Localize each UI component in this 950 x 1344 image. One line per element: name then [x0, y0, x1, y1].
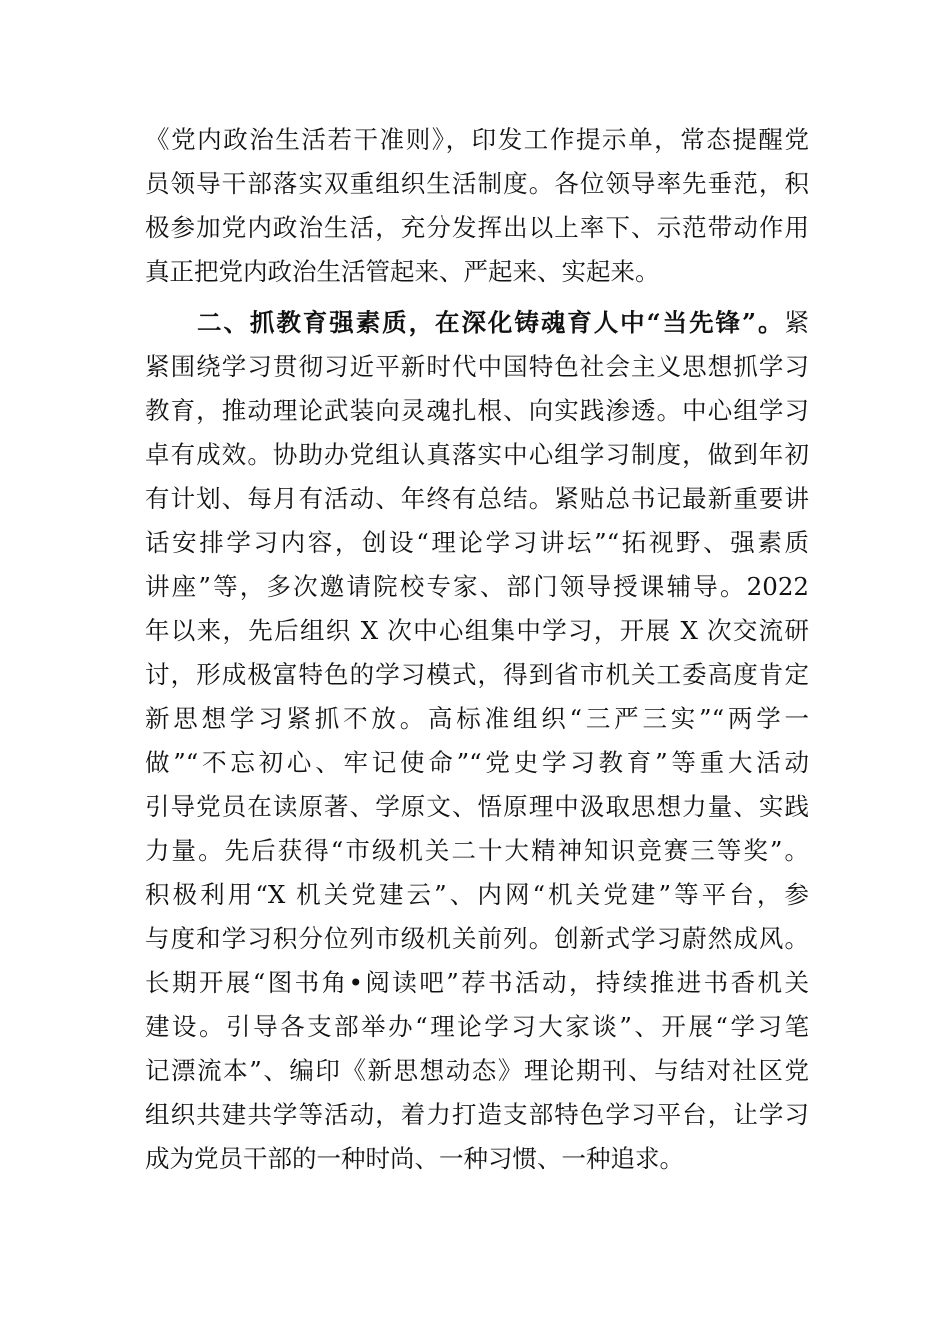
paragraph-line: 教育，推动理论武装向灵魂扎根、向实践渗透。中心组学习 [145, 396, 809, 425]
paragraph-line: 力量。先后获得“市级机关二十大精神知识竞赛三等奖”。 [145, 836, 809, 865]
paragraph-line: 《党内政治生活若干准则》，印发工作提示单，常态提醒党 [145, 125, 809, 154]
paragraph-line: 引导党员在读原著、学原文、悟原理中汲取思想力量、实践 [145, 792, 809, 821]
paragraph-line: 记漂流本”、编印《新思想动态》理论期刊、与结对社区党 [145, 1056, 809, 1085]
paragraph-line: 讨，形成极富特色的学习模式，得到省市机关工委高度肯定 [145, 660, 809, 689]
paragraph-line: 真正把党内政治生活管起来、严起来、实起来。 [145, 257, 660, 286]
paragraph-line: 极参加党内政治生活，充分发挥出以上率下、示范带动作用 [145, 213, 809, 242]
paragraph-first-line [145, 301, 809, 345]
paragraph-line: 组织共建共学等活动，着力打造支部特色学习平台，让学习 [145, 1100, 809, 1129]
paragraph-education-quality [145, 301, 809, 1181]
paragraph-party-political-life [145, 118, 809, 294]
paragraph-line: 做”“不忘初心、牢记使命”“党史学习教育”等重大活动 [145, 748, 809, 777]
paragraph-line: 建设。引导各支部举办“理论学习大家谈”、开展“学习笔 [145, 1012, 809, 1041]
paragraph-line: 积极利用“X 机关党建云”、内网“机关党建”等平台，参 [145, 880, 809, 909]
paragraph-line: 新思想学习紧抓不放。高标准组织“三严三实”“两学一 [145, 704, 809, 733]
paragraph-line: 长期开展“图书角•阅读吧”荐书活动，持续推进书香机关 [145, 968, 809, 997]
paragraph-line: 有计划、每月有活动、年终有总结。紧贴总书记最新重要讲 [145, 484, 809, 513]
paragraph-line: 紧围绕学习贯彻习近平新时代中国特色社会主义思想抓学习 [145, 352, 809, 381]
paragraph-line: 讲座”等，多次邀请院校专家、部门领导授课辅导。2022 [145, 572, 809, 601]
paragraph-line: 年以来，先后组织 X 次中心组集中学习，开展 X 次交流研 [145, 616, 809, 645]
paragraph-line: 卓有成效。协助办党组认真落实中心组学习制度，做到年初 [145, 440, 809, 469]
heading-trailing-text: 紧 [784, 308, 809, 337]
paragraph-line: 话安排学习内容，创设“理论学习讲坛”“拓视野、强素质 [145, 528, 809, 557]
paragraph-line: 与度和学习积分位列市级机关前列。创新式学习蔚然成风。 [145, 924, 809, 953]
section-heading: 二、抓教育强素质，在深化铸魂育人中“当先锋”。 [197, 308, 785, 337]
paragraph-line: 成为党员干部的一种时尚、一种习惯、一种追求。 [145, 1144, 684, 1173]
paragraph-line: 员领导干部落实双重组织生活制度。各位领导率先垂范，积 [145, 169, 809, 198]
